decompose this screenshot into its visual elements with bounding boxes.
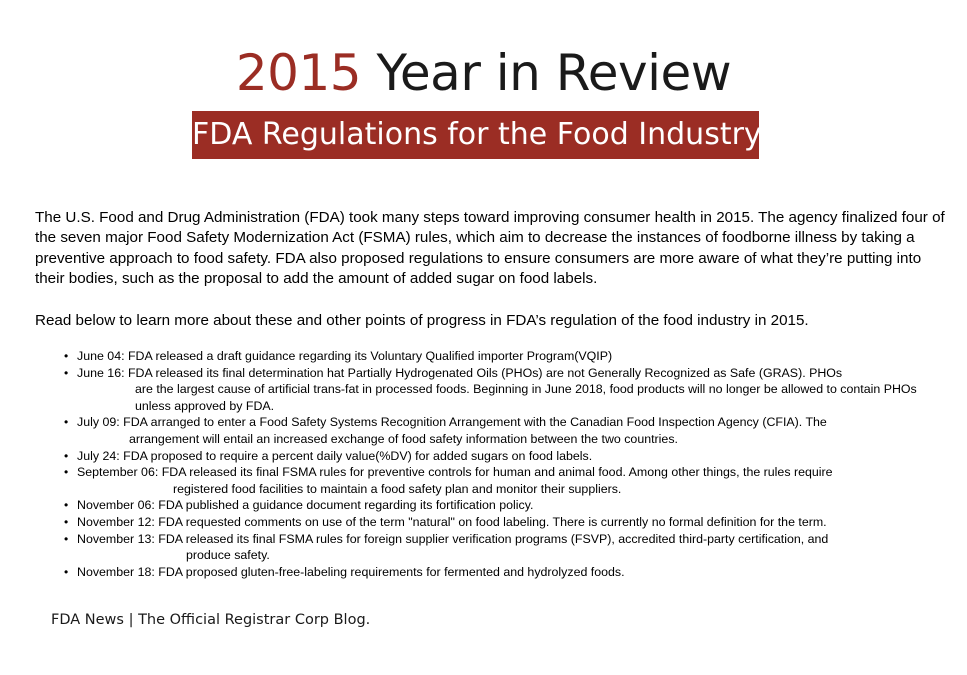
bullet-icon: • [64, 498, 69, 513]
bullet-icon: • [64, 349, 69, 363]
event-text: November 06: FDA published a guidance document regarding its fortification policy. [77, 498, 534, 513]
subtitle-banner: FDA Regulations for the Food Industry [192, 111, 759, 159]
source-footer: FDA News | The Official Registrar Corp Blog. [51, 612, 371, 628]
title-text: Year in Review [376, 44, 732, 102]
read-more-text: Read below to learn more about these and other points of progress in FDA’s regulation of the food industry in 2015. [35, 312, 809, 329]
event-continuation: registered food facilities to maintain a food safety plan and monitor their suppliers. [173, 481, 622, 496]
bullet-icon: • [64, 365, 69, 380]
event-text: November 13: FDA released its final FSMA rules for foreign supplier verification programs (FSVP), accredited third-party certification, and [77, 531, 829, 546]
bullet-icon: • [64, 564, 69, 579]
event-continuation: produce safety. [186, 548, 270, 563]
bullet-icon: • [64, 448, 69, 463]
event-item-september-06 [64, 464, 944, 497]
event-text: September 06: FDA released its final FSMA rules for preventive controls for human and animal food. Among other things, the rules require [77, 465, 833, 480]
header [0, 42, 967, 104]
event-item-july-09 [64, 414, 944, 447]
bullet-icon: • [64, 514, 69, 529]
intro-paragraph: The U.S. Food and Drug Administration (FDA) took many steps toward improving consumer health in 2015. The agency finalized four of the seven major Food Safety Modernization Act (FSMA) rules, which aim to decrease the instances of foodborne illness by taking a preventive approach to food safety. FDA also proposed regulations to ensure consumers are more aware of what they’re putting into their bodies, such as the proposal to add the amount of added sugar on food labels. [35, 209, 945, 288]
event-item-july-24 [64, 448, 944, 465]
event-item-november-06 [64, 497, 944, 514]
event-list [64, 348, 944, 580]
event-text: November 12: FDA requested comments on use of the term "natural" on food labeling. There is currently no formal definition for the term. [77, 514, 827, 529]
bullet-icon: • [64, 465, 69, 480]
bullet-icon: • [64, 415, 69, 430]
bullet-icon: • [64, 531, 69, 546]
event-item-june-04 [64, 348, 944, 365]
event-item-november-13 [64, 531, 944, 564]
event-continuation: arrangement will entail an increased exchange of food safety information between the two countries. [129, 431, 678, 446]
event-text: July 09: FDA arranged to enter a Food Safety Systems Recognition Arrangement with the Canadian Food Inspection Agency (CFIA). The [77, 415, 827, 430]
event-text: June 16: FDA released its final determination hat Partially Hydrogenated Oils (PHOs) are not Generally Recognized as Safe (GRAS). PHOs [77, 365, 843, 380]
event-item-november-18 [64, 564, 944, 581]
event-text: November 18: FDA proposed gluten-free-labeling requirements for fermented and hydrolyzed foods. [77, 564, 625, 579]
page-title [0, 42, 967, 104]
event-item-november-12 [64, 514, 944, 531]
event-text: July 24: FDA proposed to require a percent daily value(%DV) for added sugars on food labels. [77, 448, 593, 463]
event-text: June 04: FDA released a draft guidance regarding its Voluntary Qualified importer Program(VQIP) [77, 349, 613, 363]
event-continuation: are the largest cause of artificial trans-fat in processed foods. Beginning in June 2018, food products will no longer be allowed to contain PHOs unless approved by FDA. [135, 382, 917, 413]
event-item-june-16 [64, 365, 944, 415]
title-year: 2015 [235, 44, 362, 102]
